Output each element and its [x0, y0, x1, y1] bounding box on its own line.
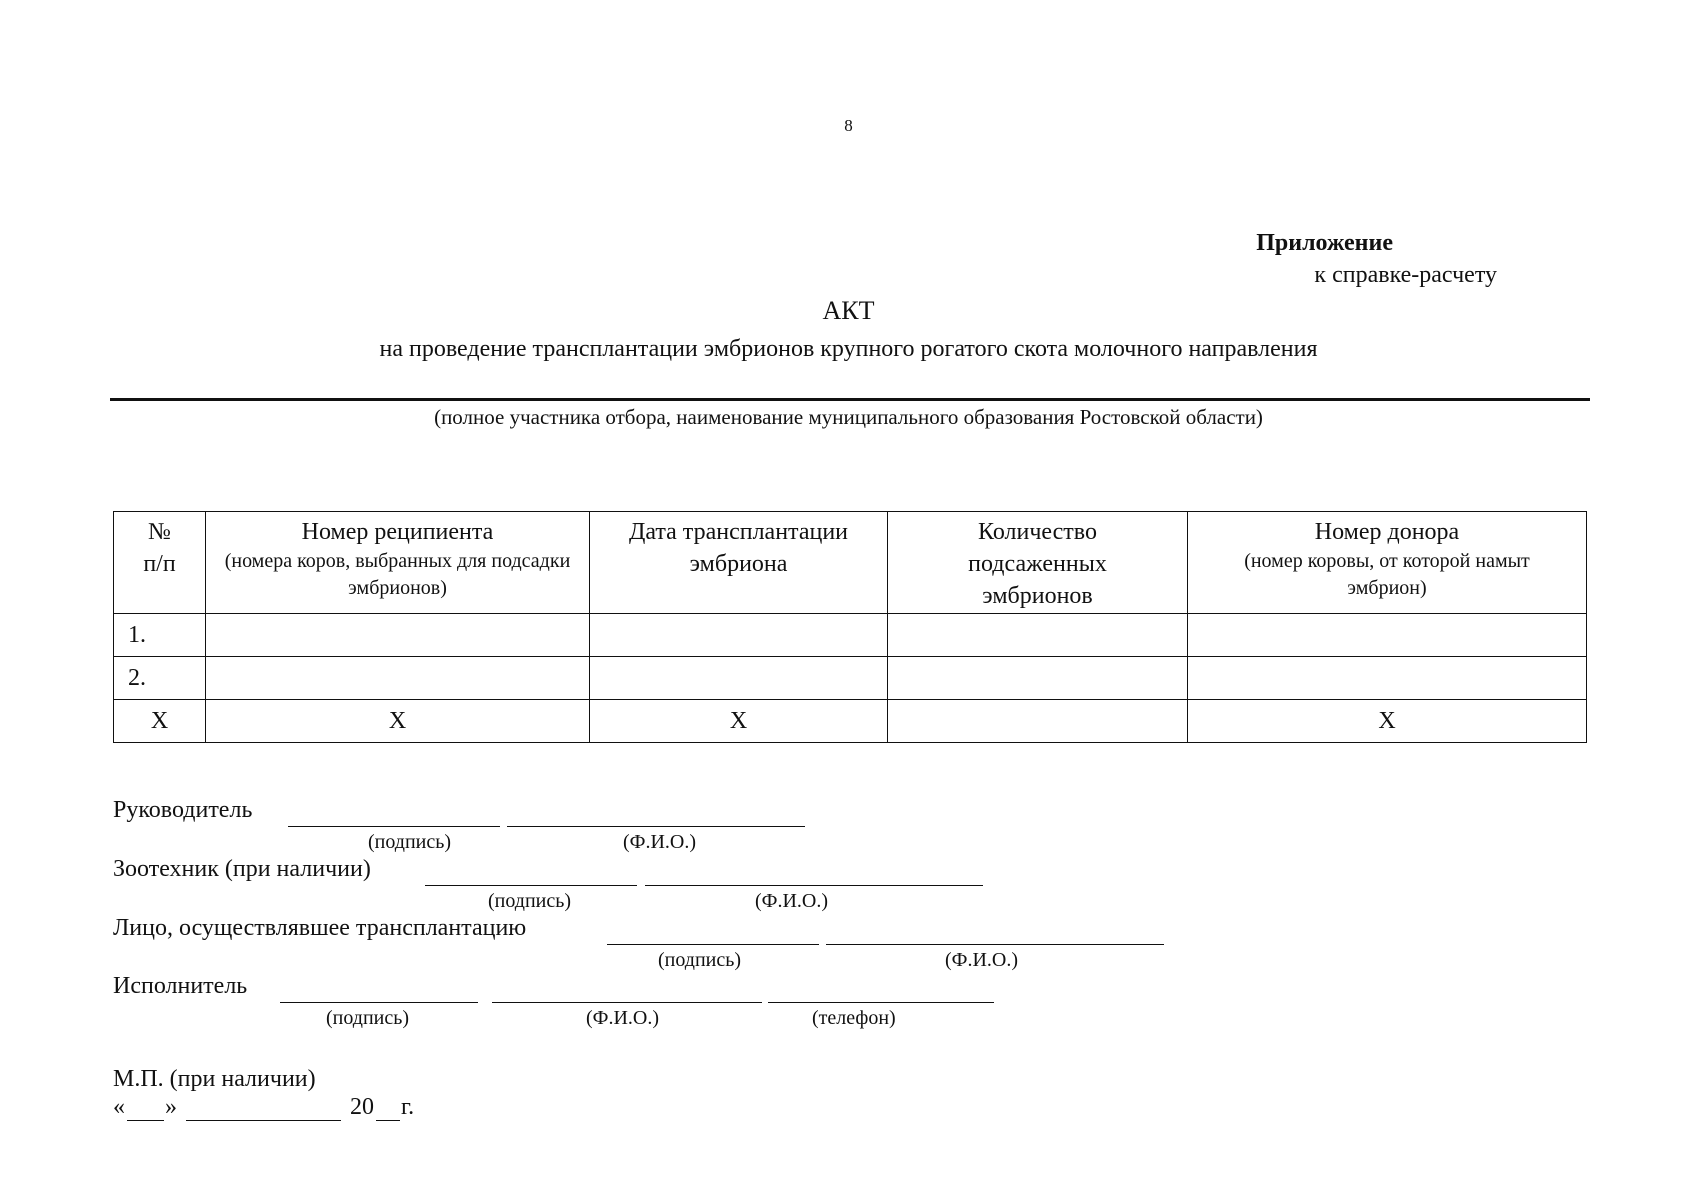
- header-donor-note: (номер коровы, от которой намыт эмбрион): [1244, 550, 1530, 599]
- date-month-line[interactable]: [186, 1120, 341, 1121]
- date-year-suffix: г.: [401, 1094, 415, 1120]
- donor-cell[interactable]: [1188, 657, 1587, 700]
- signature-line-head[interactable]: [288, 826, 500, 827]
- header-recipient-label: Номер реципиента: [301, 519, 494, 545]
- participant-caption: (полное участника отбора, наименование муниципального образования Ростовской области): [434, 405, 1263, 429]
- appendix-title: Приложение: [1256, 230, 1393, 256]
- caption-name: (Ф.И.О.): [586, 1007, 660, 1029]
- caption-name: (Ф.И.О.): [755, 890, 829, 912]
- caption-phone: (телефон): [812, 1007, 896, 1029]
- header-recipient: [206, 512, 590, 614]
- count-cell[interactable]: [888, 657, 1188, 700]
- signature-label-executor: Исполнитель: [113, 973, 248, 999]
- header-recipient-note: (номера коров, выбранных для подсадки эмбрионов): [224, 550, 571, 599]
- date-x-mark: Х: [590, 700, 888, 743]
- donor-x-mark: Х: [1188, 700, 1587, 743]
- phone-line-executor[interactable]: [768, 1002, 994, 1003]
- table-row: [114, 614, 1587, 657]
- header-donor: [1188, 512, 1587, 614]
- table-header-row: [114, 512, 1587, 614]
- recipient-cell[interactable]: [206, 614, 590, 657]
- count-total-cell[interactable]: [888, 700, 1188, 743]
- date-cell[interactable]: [590, 614, 888, 657]
- recipient-x-mark: Х: [206, 700, 590, 743]
- row-number: 1.: [114, 614, 206, 657]
- row-x-mark: Х: [114, 700, 206, 743]
- page-number: 8: [844, 116, 853, 135]
- signature-label-head: Руководитель: [113, 797, 253, 823]
- act-title: АКТ: [822, 296, 875, 325]
- header-count-label: Количество подсаженных эмбрионов: [968, 519, 1107, 609]
- donor-cell[interactable]: [1188, 614, 1587, 657]
- caption-name: (Ф.И.О.): [945, 949, 1019, 971]
- header-number-label: № п/п: [143, 519, 176, 577]
- signature-line-zootechnician[interactable]: [425, 885, 637, 886]
- date-close-quote: »: [165, 1094, 177, 1120]
- date-day-line[interactable]: [127, 1120, 164, 1121]
- caption-signature: (подпись): [326, 1007, 410, 1029]
- header-date-label: Дата трансплантации эмбриона: [628, 519, 849, 577]
- date-year-line[interactable]: [376, 1120, 400, 1121]
- signature-line-executor[interactable]: [280, 1002, 478, 1003]
- count-cell[interactable]: [888, 614, 1188, 657]
- table-total-row: [114, 700, 1587, 743]
- header-count: [888, 512, 1188, 614]
- signature-line-operator[interactable]: [607, 944, 819, 945]
- table-row: [114, 657, 1587, 700]
- name-line-executor[interactable]: [492, 1002, 762, 1003]
- date-cell[interactable]: [590, 657, 888, 700]
- recipient-cell[interactable]: [206, 657, 590, 700]
- signature-label-operator: Лицо, осуществлявшее трансплантацию: [113, 915, 527, 941]
- seal-note: М.П. (при наличии): [113, 1066, 316, 1092]
- transplant-table: [113, 511, 1587, 743]
- participant-fill-line[interactable]: [110, 398, 1590, 401]
- header-donor-label: Номер донора: [1314, 519, 1460, 545]
- name-line-head[interactable]: [507, 826, 805, 827]
- signature-label-zootechnician: Зоотехник (при наличии): [113, 856, 371, 882]
- caption-name: (Ф.И.О.): [623, 831, 697, 853]
- row-number: 2.: [114, 657, 206, 700]
- caption-signature: (подпись): [368, 831, 452, 853]
- date-year-prefix: 20: [350, 1094, 374, 1120]
- caption-signature: (подпись): [658, 949, 742, 971]
- header-number: [114, 512, 206, 614]
- caption-signature: (подпись): [488, 890, 572, 912]
- appendix-subtitle: к справке-расчету: [1314, 262, 1497, 288]
- header-date: [590, 512, 888, 614]
- name-line-operator[interactable]: [826, 944, 1164, 945]
- date-open-quote: «: [113, 1094, 125, 1120]
- name-line-zootechnician[interactable]: [645, 885, 983, 886]
- act-subtitle: на проведение трансплантации эмбрионов крупного рогатого скота молочного направления: [379, 336, 1318, 362]
